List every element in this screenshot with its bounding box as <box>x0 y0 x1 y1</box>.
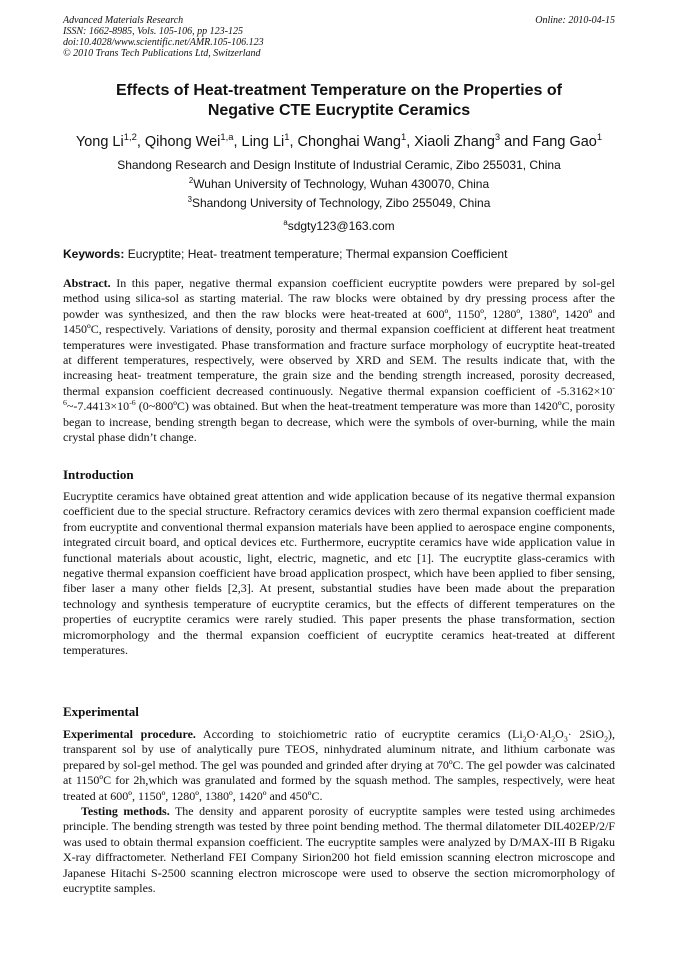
procedure-text-b: O·Al <box>526 727 552 741</box>
issn-line: ISSN: 1662-8985, Vols. 105-106, pp 123-125 <box>63 26 243 37</box>
author-affiliation-mark: 1,a <box>220 131 234 143</box>
introduction-paragraph: Eucryptite ceramics have obtained great attention and wide application because of its negative thermal expansion coefficient due to the special structure. Refractory ceramics devices with zero thermal expansion coefficient made from eucryptite and conventional thermal expansion materials have been applied to aerospace engine components, integrated circuit board, and optical devices etc. Furthermore, eucryptite ceramics have wide application value in functional materials about acoustic, light, electric, magnetic, and etc [1]. The eucryptite glass-ceramics with negative thermal expansion coefficient have broad application prospect, which have been applied to fiber sensing, fiber laser a many other fields [2,3]. At present, substantial studies have been made about the preparation technology and synthesis temperature of eucryptite ceramics, but the effects of different temperatures on the properties of eucryptite ceramics were rarely studied. This paper presents the phase transformation, section micromorphology and the thermal expansion coefficient of eucryptite ceramics heat-treated at different temperatures. <box>63 489 615 658</box>
corresponding-email <box>30 219 648 234</box>
doi-line: doi:10.4028/www.scientific.net/AMR.105-106.123 <box>63 37 264 48</box>
affiliation-2 <box>30 177 648 192</box>
procedure-label: Experimental procedure. <box>63 727 196 741</box>
affiliation-1 <box>30 158 648 173</box>
introduction-heading: Introduction <box>63 467 134 482</box>
abstract-text-2: ~-7.4413×10 <box>66 399 130 414</box>
author-affiliation-mark: 1,2 <box>123 131 137 143</box>
experimental-section <box>63 727 615 896</box>
procedure-text-d: · 2SiO <box>567 727 605 741</box>
author-affiliation-mark: 1 <box>401 131 407 143</box>
author-separator: , <box>406 134 415 150</box>
procedure-subscript: 2 <box>551 734 556 744</box>
author-name: Qihong Wei <box>144 134 221 150</box>
copyright-line: © 2010 Trans Tech Publications Ltd, Switzerland <box>63 48 261 59</box>
experimental-procedure-paragraph <box>63 727 615 804</box>
abstract-label: Abstract. <box>63 276 111 290</box>
procedure-text-e: ), transparent sol by use of analytically pure TEOS, ninhydrated aluminum nitrate, and lithium carbonate was prepared by sol-gel method. The gel was pounded and grinded after drying at 70ºC. The gel powder was calcinated at 1150ºC for 2h,which was granulated and formed by the squash method. The samples, respectively, were heat treated at 600º, 1150º, 1280º, 1380º, 1420º and 450ºC. <box>63 727 616 803</box>
journal-header <box>63 15 615 59</box>
affiliation-3 <box>30 196 648 211</box>
author-affiliation-mark: 1 <box>596 131 603 143</box>
keywords-text: Eucryptite; Heat- treatment temperature; Thermal expansion Coefficient <box>124 247 508 261</box>
procedure-text-a: According to stoichiometric ratio of eucryptite ceramics (Li <box>195 727 523 741</box>
author-separator: , <box>289 134 298 150</box>
abstract-paragraph <box>63 276 615 445</box>
email-text: sdgty123@163.com <box>287 219 395 233</box>
author-separator: and <box>500 134 533 150</box>
journal-name: Advanced Materials Research <box>63 15 184 26</box>
testing-methods-label: Testing methods. <box>81 804 170 819</box>
keywords-label: Keywords: <box>63 247 125 261</box>
keywords-line <box>63 247 623 262</box>
affiliation-3-text: Shandong University of Technology, Zibo 255049, China <box>191 196 491 210</box>
experimental-heading: Experimental <box>63 704 139 719</box>
affiliation-3-mark: 3 <box>187 195 192 204</box>
author-separator: , <box>136 134 145 150</box>
abstract-text-3: (0~800ºC) was obtained. But when the heat-treatment temperature was more than 1420ºC, porosity began to increase, bending strength began to decrease, which were the symbols of over-burning, while the main crystal phase didn’t change. <box>63 399 615 445</box>
author-name: Xiaoli Zhang <box>414 134 495 150</box>
procedure-subscript: 2 <box>522 734 527 744</box>
author-name: Chonghai Wang <box>297 134 401 150</box>
abstract-exponent-1: -6 <box>63 382 615 408</box>
affiliation-2-text: Wuhan University of Technology, Wuhan 430070, China <box>193 177 490 191</box>
testing-methods-paragraph <box>63 804 615 896</box>
title-line-2: Negative CTE Eucryptite Ceramics <box>207 102 471 119</box>
paper-title <box>40 81 638 121</box>
author-list <box>30 133 648 151</box>
author-name: Fang Gao <box>532 134 597 150</box>
title-line-1: Effects of Heat-treatment Temperature on the Properties of <box>115 82 562 99</box>
abstract-exponent-2: -6 <box>129 398 136 408</box>
author-separator: , <box>233 134 242 150</box>
affiliation-1-text: Shandong Research and Design Institute of Industrial Ceramic, Zibo 255031, China <box>117 158 561 172</box>
abstract-text-1: In this paper, negative thermal expansion coefficient eucryptite powders were prepared by sol-gel method using silica-sol as starting material. The raw blocks were obtained by dry pressing process after the powder was synthesized, and then the raw blocks were heat-treated at 600º, 1150º, 1280º, 1380º, 1420º and 1450ºC, respectively. Variations of density, porosity and thermal expansion coefficient at different heat treatment temperatures were investigated. Phase transformation and fracture surface morphology of eucryptite heat-treated at different temperatures, respectively, were observed by XRD and SEM. The results indicate that, with the increasing heat- treatment temperature, the grain size and the bending strength increased, porosity decreased, thermal expansion coefficient decreased continuously. Negative thermal expansion coefficient of -5.3162×10 <box>63 276 615 398</box>
email-mark: a <box>283 218 288 227</box>
procedure-subscript: 2 <box>604 734 609 744</box>
author-affiliation-mark: 1 <box>284 131 290 143</box>
procedure-text-c: O <box>555 727 564 741</box>
procedure-subscript: 3 <box>563 734 568 744</box>
testing-methods-text: The density and apparent porosity of eucryptite samples were tested using archimedes principle. The bending strength was tested by three point bending method. The thermal dilatometer DIL402EP/2/F was used to obtain thermal expansion coefficient. The eucryptite samples were analyzed by D/MAX-III B Rigaku X-ray diffractometer. Netherland FEI Company Sirion200 hot field emission scanning electron microscope and Japanese Hitachi S-2500 scanning electron microscope were used to observe the section micromorphology of eucryptite samples. <box>63 804 615 896</box>
author-name: Ling Li <box>241 134 285 150</box>
author-name: Yong Li <box>75 134 124 150</box>
affiliation-2-mark: 2 <box>188 176 194 185</box>
author-affiliation-mark: 3 <box>494 131 501 143</box>
online-date: Online: 2010-04-15 <box>535 15 615 26</box>
